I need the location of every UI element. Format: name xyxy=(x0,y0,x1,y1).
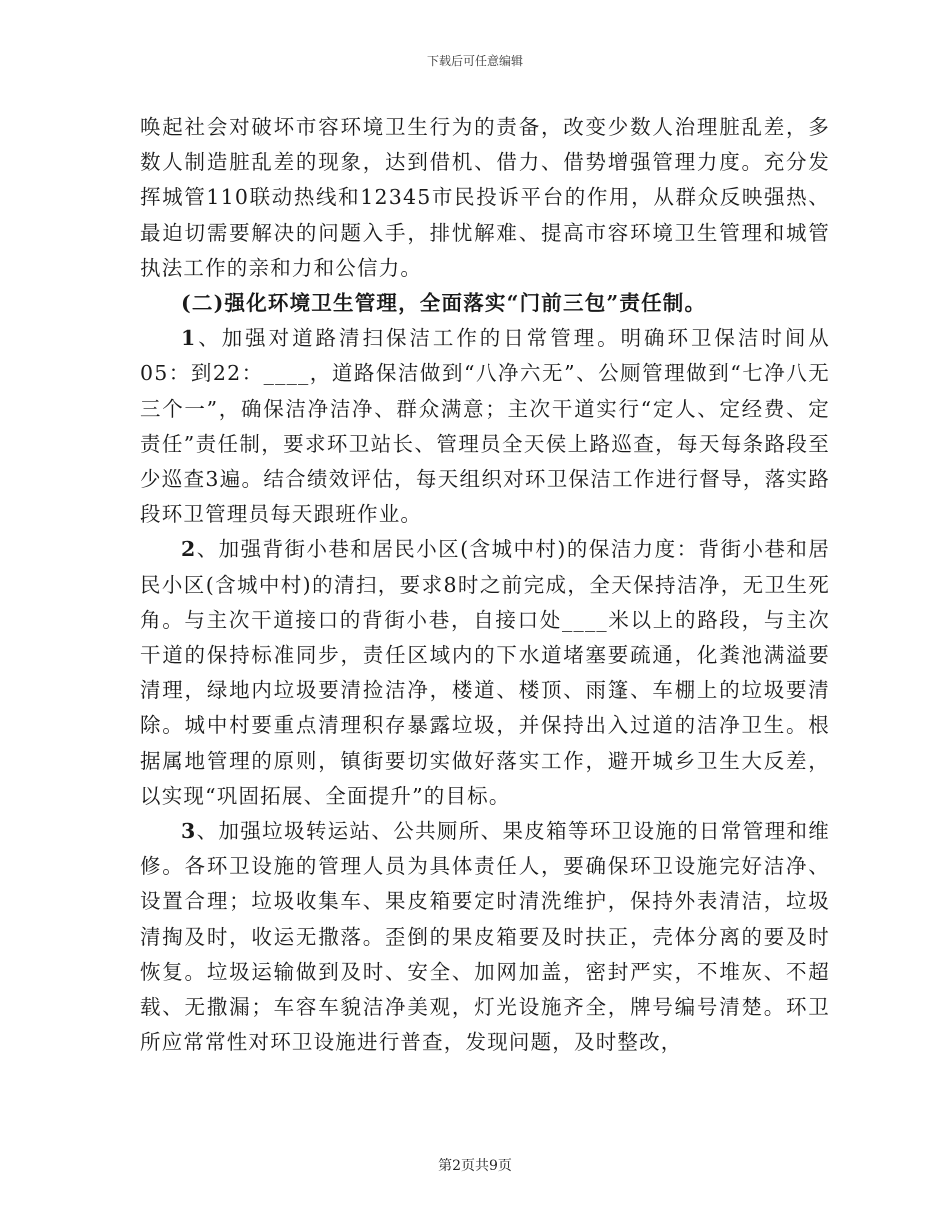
page-header: 下载后可任意编辑 xyxy=(426,54,523,68)
item-number: 3 xyxy=(181,819,197,844)
paragraph-item-1 xyxy=(140,321,830,532)
item-number: 1 xyxy=(181,326,197,351)
paragraph-item-2 xyxy=(140,532,830,814)
section-heading: (二)强化环境卫生管理，全面落实“门前三包”责任制。 xyxy=(181,291,707,316)
page-footer: 第2页共9页 xyxy=(438,1158,512,1174)
paragraph-item-3 xyxy=(140,814,830,1060)
item-text: 、加强背街小巷和居民小区(含城中村)的保洁力度：背街小巷和居民小区(含城中村)的清扫，要求8时之前完成，全天保持洁净，无卫生死角。与主次干道接口的背街小巷，自接口处____米以上的路段，与主次干道的保持标准同步，责任区域内的下水道堵塞要疏通，化粪池满溢要清理，绿地内垃圾要清捡洁净，楼道、楼顶、雨篷、车棚上的垃圾要清除。城中村要重点清理积存暴露垃圾，并保持出入过道的洁净卫生。根据属地管理的原则，镇街要切实做好落实工作，避开城乡卫生大反差，以实现“巩固拓展、全面提升”的目标。 xyxy=(140,537,830,808)
paragraph-intro: 唤起社会对破坏市容环境卫生行为的责备，改变少数人治理脏乱差，多数人制造脏乱差的现象，达到借机、借力、借势增强管理力度。充分发挥城管110联动热线和12345市民投诉平台的作用，从群众反映强热、最迫切需要解决的问题入手，排忧解难、提高市容环境卫生管理和城管执法工作的亲和力和公信力。 xyxy=(140,115,830,280)
item-text: 、加强垃圾转运站、公共厕所、果皮箱等环卫设施的日常管理和维修。各环卫设施的管理人员为具体责任人，要确保环卫设施完好洁净、设置合理；垃圾收集车、果皮箱要定时清洗维护，保持外表清洁，垃圾清掏及时，收运无撒落。歪倒的果皮箱要及时扶正，壳体分离的要及时恢复。垃圾运输做到及时、安全、加网加盖，密封严实，不堆灰、不超载、无撒漏；车容车貌洁净美观，灯光设施齐全，牌号编号清楚。环卫所应常常性对环卫设施进行普查，发现问题，及时整改， xyxy=(140,819,830,1055)
item-text: 、加强对道路清扫保洁工作的日常管理。明确环卫保洁时间从05：到22：____，道路保洁做到“八净六无”、公厕管理做到“七净八无三个一”，确保洁净洁净、群众满意；主次干道实行“定人、定经费、定责任”责任制，要求环卫站长、管理员全天侯上路巡查，每天每条路段至少巡查3遍。结合绩效评估，每天组织对环卫保洁工作进行督导，落实路段环卫管理员每天跟班作业。 xyxy=(140,326,830,527)
document-body xyxy=(140,110,830,1060)
item-number: 2 xyxy=(181,537,197,562)
